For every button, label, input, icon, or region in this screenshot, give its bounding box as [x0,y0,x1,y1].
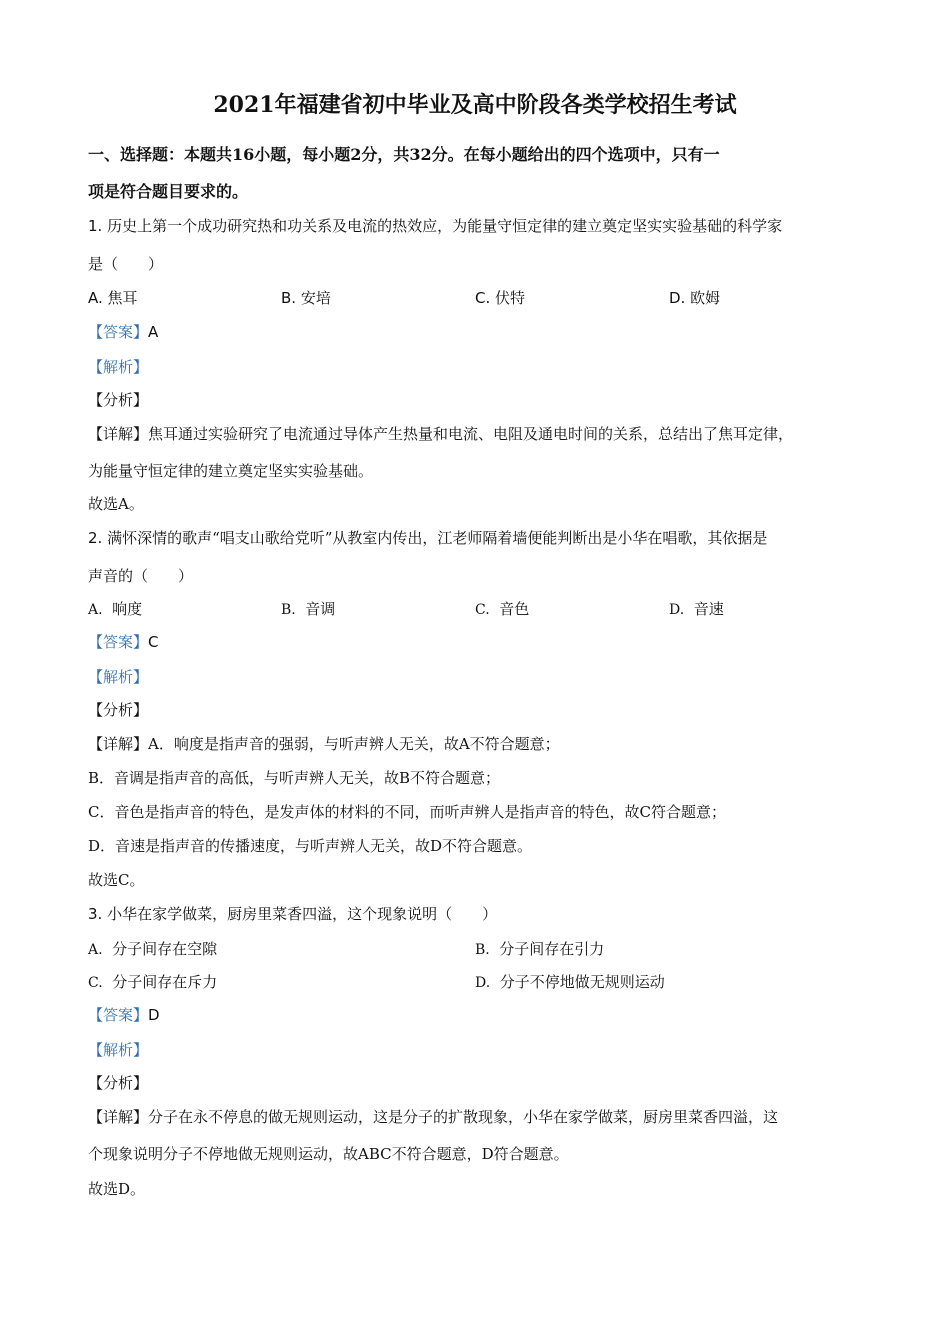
q2-option-a: A. 响度 [88,600,143,618]
q2-detail-line2: B．音调是指声音的高低，与听声辨人无关，故B不符合题意； [88,769,501,787]
q2-answer-value: C [148,633,159,651]
q3-jiexi-label: 【解析】 [88,1041,149,1059]
q2-stem-line1 [88,528,767,548]
q2-option-b: B. 音调 [281,600,336,618]
q2-option-d: D. 音速 [669,600,724,618]
q1-answer-value: A [148,323,159,341]
q2-option-c: C. 音色 [475,600,530,618]
q2-detail-line3: C．音色是指声音的特色，是发声体的材料的不同，而听声辨人是指声音的特色，故C符合题意； [88,803,726,821]
q3-fenxi-label: 【分析】 [88,1074,149,1092]
q1-stem-line1 [88,216,782,236]
q3-detail-line2: 个现象说明分子不停地做无规则运动，故ABC不符合题意，D符合题意。 [88,1145,569,1163]
q1-stem-text: 历史上第一个成功研究热和功关系及电流的热效应，为能量守恒定律的建立奠定坚实实验基础的科学家 [107,217,783,235]
q3-answer-value: D [148,1006,160,1024]
q2-fenxi-label: 【分析】 [88,701,149,719]
q1-option-a: A. 焦耳 [88,289,138,307]
q1-stem-line2: 是（ ） [88,255,164,273]
detail-label: 【详解】 [88,425,149,443]
q2-number: 2. [88,529,103,547]
q3-number: 3. [88,905,103,923]
q2-conclusion: 故选C。 [88,871,145,889]
q2-jiexi-label: 【解析】 [88,668,149,686]
answer-label: 【答案】 [88,323,149,341]
q3-detail-line1: 【详解】分子在永不停息的做无规则运动，这是分子的扩散现象，小华在家学做菜，厨房里菜香四溢，这 [88,1108,779,1126]
q1-fenxi-label: 【分析】 [88,391,149,409]
q3-option-c: C. 分子间存在斥力 [88,973,218,991]
q3-answer: 【答案】D [88,1006,160,1024]
q3-conclusion: 故选D。 [88,1180,146,1198]
q2-stem-line2: 声音的（ ） [88,567,194,585]
q3-option-d: D. 分子不停地做无规则运动 [475,973,665,991]
q1-jiexi-label: 【解析】 [88,358,149,376]
section-heading-line1: 一、选择题：本题共16小题，每小题2分，共32分。在每小题给出的四个选项中，只有一 [88,145,720,164]
q1-option-d: D. 欧姆 [669,289,721,307]
q1-option-c: C. 伏特 [475,289,526,307]
q2-stem-text: 满怀深情的歌声“唱支山歌给党听”从教室内传出，江老师隔着墙便能判断出是小华在唱歌，其依据是 [107,529,768,547]
q2-detail-line1: 【详解】A．响度是指声音的强弱，与听声辨人无关，故A不符合题意； [88,735,560,753]
q3-option-a: A. 分子间存在空隙 [88,940,218,958]
q1-option-b: B. 安培 [281,289,331,307]
q1-detail-line2: 为能量守恒定律的建立奠定坚实实验基础。 [88,462,374,480]
q1-answer [88,322,158,342]
page-title: 2021年福建省初中毕业及高中阶段各类学校招生考试 [213,92,737,118]
q2-detail-line4: D．音速是指声音的传播速度，与听声辨人无关，故D不符合题意。 [88,837,533,855]
q3-stem-text: 小华在家学做菜，厨房里菜香四溢，这个现象说明（ ） [107,905,498,923]
q1-conclusion: 故选A。 [88,495,144,513]
q1-number: 1. [88,217,103,235]
q3-option-b: B. 分子间存在引力 [475,940,605,958]
q2-answer: 【答案】C [88,633,159,651]
q1-detail-line1: 【详解】焦耳通过实验研究了电流通过导体产生热量和电流、电阻及通电时间的关系，总结出了焦耳定律， [88,425,794,443]
section-heading-line2: 项是符合题目要求的。 [88,182,249,201]
q3-stem [88,904,497,924]
